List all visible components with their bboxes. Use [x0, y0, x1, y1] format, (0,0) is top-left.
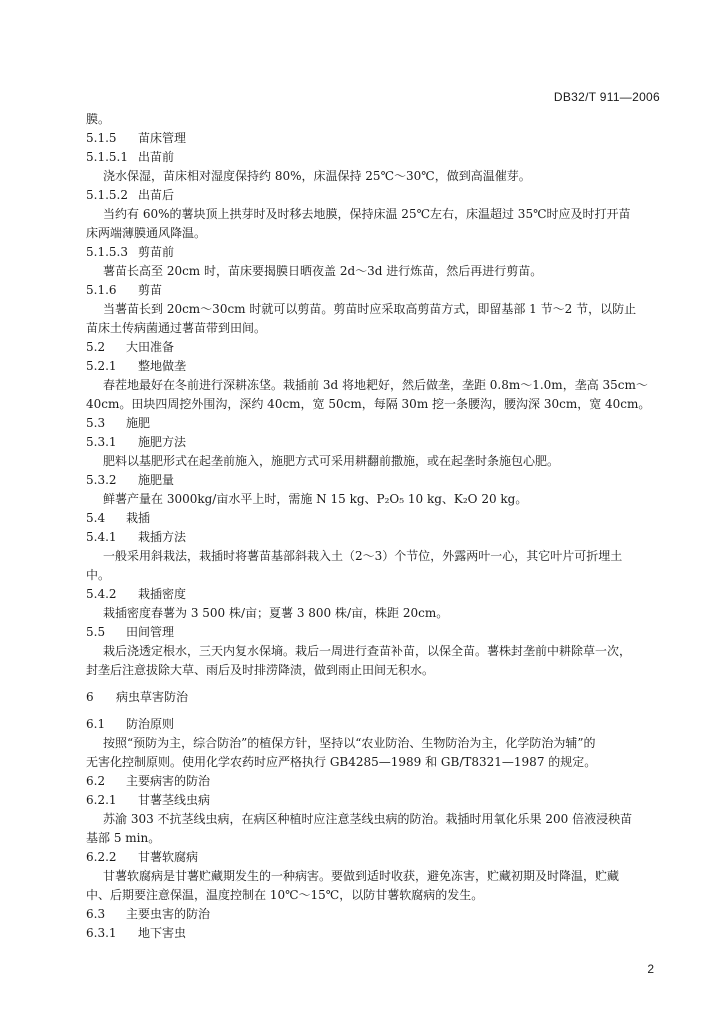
section-number: 5.2: [86, 340, 106, 354]
section-title: 主要病害的防治: [126, 774, 211, 788]
section-title: 甘薯茎线虫病: [138, 793, 211, 807]
section-heading: [86, 791, 658, 810]
paragraph-line: 甘薯软腐病是甘薯贮藏期发生的一种病害。要做到适时收获，避免冻害，贮藏初期及时降温，贮藏: [103, 869, 620, 883]
section-number: 5.4.1: [86, 530, 117, 544]
section-heading: [86, 148, 658, 167]
section-number: 5.4: [86, 511, 106, 525]
section-heading: [86, 772, 658, 791]
section-number: 5.1.5: [86, 131, 117, 145]
section-number: 5.2.1: [86, 359, 117, 373]
section-title: 栽插密度: [138, 587, 187, 601]
section-number: 6.2.2: [86, 850, 117, 864]
section-title: 主要虫害的防治: [126, 907, 211, 921]
section-title: 出苗前: [138, 150, 175, 164]
section-heading: [86, 848, 658, 867]
section-heading: [86, 623, 658, 642]
section-heading: [86, 715, 658, 734]
section-number: 5.3.2: [86, 473, 117, 487]
section-title: 苗床管理: [138, 131, 187, 145]
section-title: 防治原则: [126, 717, 175, 731]
section-number: 5.1.5.3: [86, 245, 128, 259]
paragraph-line: 中、后期要注意保温，温度控制在 10℃～15℃，以防甘薯软腐病的发生。: [86, 888, 484, 902]
paragraph-line: 薯苗长高至 20cm 时，苗床要揭膜日晒夜盖 2d～3d 进行炼苗，然后再进行剪苗。: [103, 264, 543, 278]
paragraph-line: 无害化控制原则。使用化学农药时应严格执行 GB4285—1989 和 GB/T8321—1987 的规定。: [86, 755, 597, 769]
paragraph-line: 膜。: [86, 112, 111, 126]
section-title: 施肥量: [138, 473, 175, 487]
section-number: 6.3.1: [86, 926, 117, 940]
section-number: 6.3: [86, 907, 106, 921]
section-heading: [86, 924, 658, 943]
section-title: 剪苗前: [138, 245, 175, 259]
paragraph-line: 苏渝 303 不抗茎线虫病，在病区种植时应注意茎线虫病的防治。栽插时用氧化乐果 200 倍液浸秧苗: [103, 812, 633, 826]
section-heading: [86, 414, 658, 433]
section-heading: [86, 186, 658, 205]
section-number: 5.4.2: [86, 587, 117, 601]
paragraph-line: 鲜薯产量在 3000kg/亩水平上时，需施 N 15 kg、P₂O₅ 10 kg、K₂O 20 kg。: [103, 492, 528, 506]
paragraph-line: 40cm。田块四周挖外围沟，深约 40cm，宽 50cm，每隔 30m 挖一条腰沟，腰沟深 30cm，宽 40cm。: [86, 397, 651, 411]
paragraph-line: 春茬地最好在冬前进行深耕冻垡。栽插前 3d 将地耙好，然后做垄，垄距 0.8m～1.0m，垄高 35cm～: [103, 378, 648, 392]
section-title: 施肥: [126, 416, 151, 430]
section-title: 田间管理: [126, 625, 175, 639]
page-number: 2: [647, 962, 654, 976]
section-number: 5.5: [86, 625, 106, 639]
section-number: 5.3.1: [86, 435, 117, 449]
section-title: 剪苗: [138, 283, 163, 297]
section-heading: [86, 528, 658, 547]
section-heading: [86, 509, 658, 528]
document-body: [86, 110, 658, 943]
document-code: DB32/T 911—2006: [553, 90, 660, 104]
section-title: 栽插方法: [138, 530, 187, 544]
paragraph-line: 基部 5 min。: [86, 831, 161, 845]
section-number: 5.1.6: [86, 283, 117, 297]
section-heading: [86, 338, 658, 357]
paragraph-line: 苗床土传病菌通过薯苗带到田间。: [86, 321, 267, 335]
paragraph-line: 当约有 60%的薯块顶上拱芽时及时移去地膜，保持床温 25℃左右，床温超过 35℃时应及时打开苗: [103, 207, 631, 221]
paragraph-line: 浇水保湿，苗床相对湿度保持约 80%，床温保持 25℃～30℃，做到高温催芽。: [103, 169, 531, 183]
section-heading: [86, 129, 658, 148]
paragraph-line: 中。: [86, 568, 111, 582]
section-number: 6: [86, 690, 94, 704]
section-title: 出苗后: [138, 188, 175, 202]
section-title: 栽插: [126, 511, 151, 525]
section-number: 6.2: [86, 774, 106, 788]
paragraph-line: 当薯苗长到 20cm～30cm 时就可以剪苗。剪苗时应采取高剪苗方式，即留基部 1 节～2 节，以防止: [103, 302, 637, 316]
section-number: 5.1.5.2: [86, 188, 128, 202]
chapter-heading: [86, 688, 658, 707]
section-title: 整地做垄: [138, 359, 187, 373]
paragraph-line: 一般采用斜栽法，栽插时将薯苗基部斜栽入土（2～3）个节位，外露两叶一心，其它叶片可折埋土: [103, 549, 623, 563]
paragraph-line: 肥料以基肥形式在起垄前施入，施肥方式可采用耕翻前撒施，或在起垄时条施包心肥。: [103, 454, 560, 468]
section-heading: [86, 905, 658, 924]
section-number: 5.1.5.1: [86, 150, 128, 164]
section-number: 6.2.1: [86, 793, 117, 807]
section-heading: [86, 243, 658, 262]
section-number: 5.3: [86, 416, 106, 430]
section-title: 大田准备: [126, 340, 175, 354]
section-number: 6.1: [86, 717, 106, 731]
paragraph-line: 封垄后注意拔除大草、雨后及时排涝降渍，做到雨止田间无积水。: [86, 663, 435, 677]
section-heading: [86, 357, 658, 376]
section-title: 病虫草害防治: [116, 690, 189, 704]
section-heading: [86, 471, 658, 490]
section-heading: [86, 281, 658, 300]
section-title: 地下害虫: [138, 926, 187, 940]
paragraph-line: 按照“预防为主，综合防治”的植保方针，坚持以“农业防治、生物防治为主，化学防治为辅”的: [103, 736, 596, 750]
section-title: 甘薯软腐病: [138, 850, 199, 864]
section-heading: [86, 433, 658, 452]
paragraph-line: 栽后浇透定根水，三天内复水保墒。栽后一周进行查苗补苗，以保全苗。薯株封垄前中耕除草一次，: [103, 644, 632, 658]
section-title: 施肥方法: [138, 435, 187, 449]
paragraph-line: 栽插密度春薯为 3 500 株/亩；夏薯 3 800 株/亩，株距 20cm。: [103, 606, 449, 620]
paragraph-line: 床两端薄膜通风降温。: [86, 226, 207, 240]
section-heading: [86, 585, 658, 604]
